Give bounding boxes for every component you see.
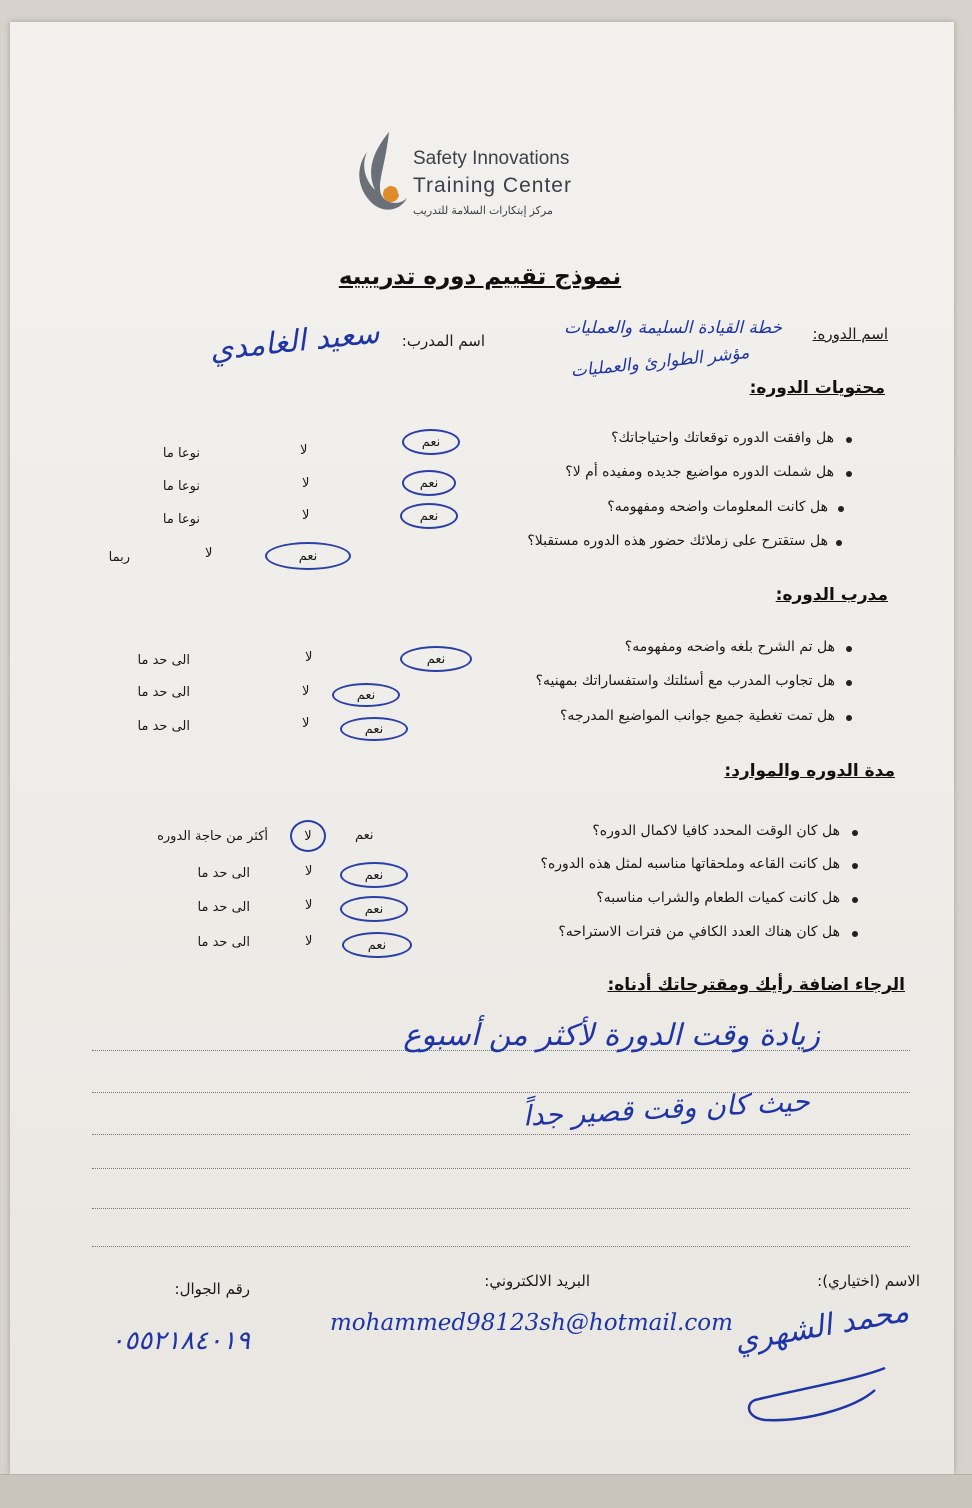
- question-text: هل ستقترح على زملائك حضور هذه الدوره مستقبلا؟: [527, 533, 828, 549]
- bullet: [846, 646, 852, 652]
- section-heading-course-contents: محتويات الدوره:: [749, 378, 885, 398]
- question-text: هل كانت القاعه وملحقاتها مناسبه لمثل هذه الدوره؟: [540, 856, 840, 872]
- option-no[interactable]: لا: [205, 546, 213, 561]
- logo-line-3: مركز إبتكارات السلامة للتدريب: [413, 205, 553, 217]
- bullet: [852, 931, 858, 937]
- option-to-some-extent[interactable]: الى حد ما: [137, 685, 190, 700]
- table-surface: [0, 1474, 972, 1508]
- trainer-name-label: اسم المدرب:: [401, 332, 485, 350]
- bullet: [852, 830, 858, 836]
- option-no[interactable]: لا: [302, 684, 310, 699]
- comment-text-line-1[interactable]: زيادة وقت الدورة لأكثر من أسبوع: [403, 1018, 820, 1053]
- question-text: هل تمت تغطية جميع جوانب المواضيع المدرجه؟: [559, 708, 835, 724]
- bullet: [836, 540, 842, 546]
- question-text: هل تم الشرح بلغه واضحه ومفهومه؟: [624, 639, 835, 655]
- comment-text-line-2[interactable]: حيث كان وقت قصير جداً: [522, 1084, 811, 1133]
- question-text: هل تجاوب المدرب مع أسئلتك واستفساراتك بمهنيه؟: [535, 673, 835, 689]
- option-maybe[interactable]: ربما: [108, 550, 130, 565]
- option-no[interactable]: لا: [302, 716, 310, 731]
- bullet: [852, 863, 858, 869]
- option-to-some-extent[interactable]: الى حد ما: [197, 866, 250, 881]
- comment-line: [92, 1134, 910, 1135]
- question-text: هل كانت المعلومات واضحه ومفهومه؟: [607, 499, 828, 515]
- option-yes-circled[interactable]: نعم: [265, 542, 351, 570]
- option-to-some-extent[interactable]: الى حد ما: [197, 900, 250, 915]
- comment-line: [92, 1208, 910, 1209]
- option-no[interactable]: لا: [305, 898, 313, 913]
- trainer-name-value: سعيد الغامدي: [207, 315, 382, 369]
- option-somewhat[interactable]: نوعا ما: [162, 479, 200, 494]
- option-yes-circled[interactable]: نعم: [400, 646, 472, 672]
- phone-label: رقم الجوال:: [174, 1280, 250, 1298]
- logo-line-1: Safety Innovations: [413, 148, 570, 169]
- option-no[interactable]: لا: [302, 508, 310, 523]
- name-value[interactable]: محمد الشهري: [731, 1294, 912, 1360]
- logo: [355, 128, 615, 220]
- option-to-some-extent[interactable]: الى حد ما: [137, 653, 190, 668]
- bullet: [852, 897, 858, 903]
- question-text: هل وافقت الدوره توقعاتك واحتياجاتك؟: [611, 430, 834, 446]
- form-title: نموذج تقييم دوره تدريبيه: [338, 264, 622, 290]
- bullet: [846, 471, 852, 477]
- option-somewhat[interactable]: نوعا ما: [162, 512, 200, 527]
- bullet: [846, 715, 852, 721]
- phone-value[interactable]: ٠٥٥٢١٨٤٠١٩: [110, 1326, 250, 1356]
- signature-scribble: [735, 1360, 895, 1430]
- email-label: البريد الالكتروني:: [484, 1272, 590, 1290]
- option-yes-circled[interactable]: نعم: [402, 429, 460, 455]
- option-somewhat[interactable]: نوعا ما: [162, 446, 200, 461]
- option-no[interactable]: لا: [300, 443, 308, 458]
- question-text: هل كان هناك العدد الكافي من فترات الاستراحه؟: [558, 924, 840, 940]
- course-name-value: خطة القيادة السليمة والعمليات: [564, 318, 782, 338]
- course-name-label: اسم الدوره:: [812, 325, 888, 343]
- option-yes-circled[interactable]: نعم: [332, 683, 400, 707]
- comments-heading: الرجاء اضافة رأيك ومقترحاتك أدناه:: [607, 975, 905, 995]
- form-paper: [10, 22, 954, 1474]
- section-heading-trainer: مدرب الدوره:: [775, 585, 888, 605]
- option-no[interactable]: لا: [305, 934, 313, 949]
- question-text: هل شملت الدوره مواضيع جديده ومفيده أم لا؟: [565, 464, 834, 480]
- comment-line: [92, 1246, 910, 1247]
- option-more-than-needed[interactable]: أكثر من حاجة الدوره: [157, 829, 268, 844]
- option-yes-circled[interactable]: نعم: [340, 717, 408, 741]
- name-label: الاسم (اختياري):: [817, 1272, 920, 1290]
- option-yes-circled[interactable]: نعم: [400, 503, 458, 529]
- logo-line-2: Training Center: [413, 174, 572, 197]
- bullet: [846, 437, 852, 443]
- section-heading-duration-resources: مدة الدوره والموارد:: [724, 761, 895, 781]
- bullet: [846, 680, 852, 686]
- option-no-circled[interactable]: لا: [290, 820, 326, 852]
- option-to-some-extent[interactable]: الى حد ما: [137, 719, 190, 734]
- option-yes-circled[interactable]: نعم: [340, 896, 408, 922]
- option-no[interactable]: لا: [305, 650, 313, 665]
- option-no[interactable]: لا: [305, 864, 313, 879]
- flame-logo-icon: [355, 128, 415, 220]
- option-yes-circled[interactable]: نعم: [402, 470, 456, 496]
- option-no[interactable]: لا: [302, 476, 310, 491]
- course-name-value-line-2: مؤشر الطوارئ والعمليات: [569, 342, 751, 382]
- option-yes-circled[interactable]: نعم: [340, 862, 408, 888]
- bullet: [838, 506, 844, 512]
- question-text: هل كانت كميات الطعام والشراب مناسبه؟: [596, 890, 840, 906]
- question-text: هل كان الوقت المحدد كافيا لاكمال الدوره؟: [592, 823, 840, 839]
- option-yes-circled[interactable]: نعم: [342, 932, 412, 958]
- option-yes[interactable]: نعم: [355, 828, 374, 843]
- option-to-some-extent[interactable]: الى حد ما: [197, 935, 250, 950]
- email-value[interactable]: mohammed98123sh@hotmail.com: [330, 1310, 733, 1336]
- comment-line: [92, 1168, 910, 1169]
